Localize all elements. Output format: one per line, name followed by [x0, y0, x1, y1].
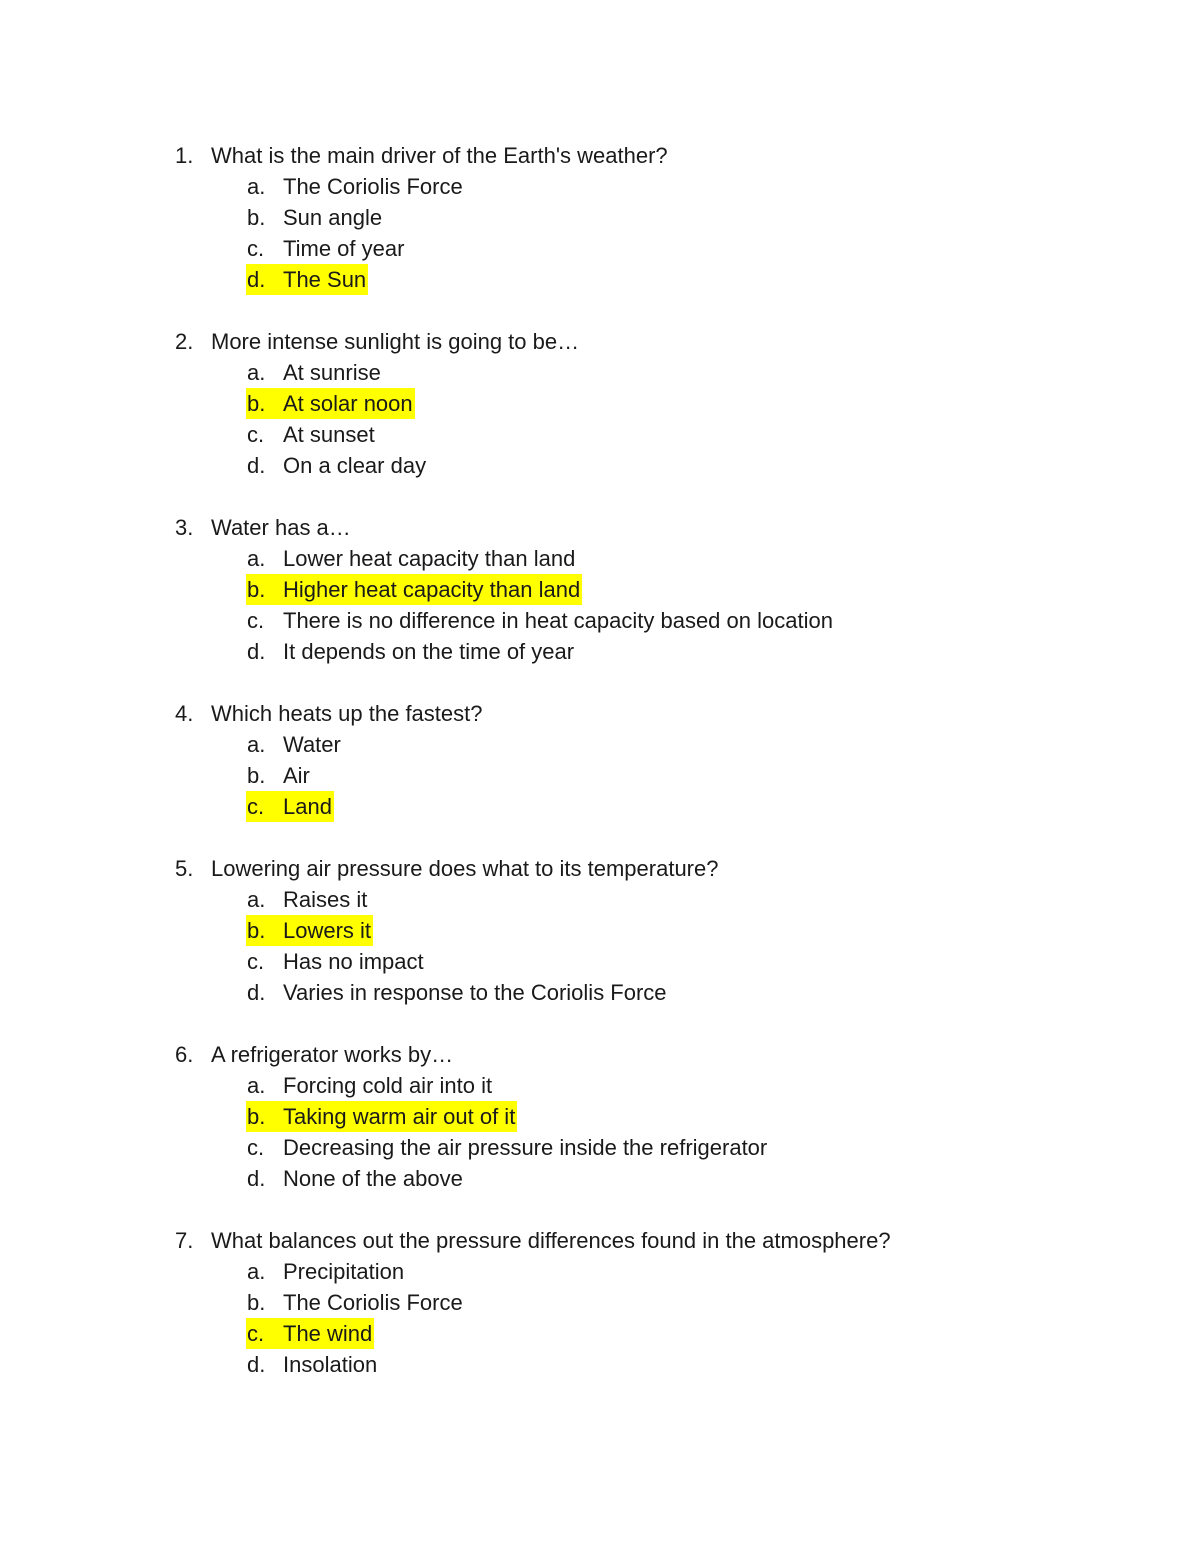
- option-letter: c.: [247, 1135, 265, 1160]
- answer-option-highlighted: [246, 574, 582, 605]
- answer-option-row: [0, 1256, 1200, 1287]
- answer-option: [246, 884, 369, 915]
- option-text: At solar noon: [283, 391, 413, 416]
- answer-option-highlighted: [246, 264, 368, 295]
- answer-option: [246, 233, 406, 264]
- option-letter: d.: [247, 980, 266, 1005]
- option-letter: c.: [247, 608, 265, 633]
- option-letter: c.: [247, 236, 265, 261]
- question-stem: [0, 853, 1200, 884]
- answer-option-row: [0, 915, 1200, 946]
- option-text: Sun angle: [283, 205, 383, 230]
- answer-option: [246, 419, 377, 450]
- answer-option: [246, 729, 343, 760]
- answer-option-row: [0, 1287, 1200, 1318]
- answer-option-row: [0, 1070, 1200, 1101]
- question-5: [0, 853, 1200, 1008]
- question-number: 6.: [175, 1042, 194, 1067]
- answer-option-row: [0, 543, 1200, 574]
- answer-option-row: [0, 884, 1200, 915]
- answer-option-row: [0, 233, 1200, 264]
- option-text: On a clear day: [283, 453, 427, 478]
- answer-option-highlighted: [246, 1101, 517, 1132]
- answer-option-row: [0, 1163, 1200, 1194]
- question-6: [0, 1039, 1200, 1194]
- question-stem: [0, 1225, 1200, 1256]
- option-text: Varies in response to the Coriolis Force: [283, 980, 667, 1005]
- answer-option: [246, 1287, 465, 1318]
- answer-option-highlighted: [246, 915, 373, 946]
- answer-option: [246, 202, 384, 233]
- option-text: Water: [283, 732, 341, 757]
- option-text: Land: [283, 794, 332, 819]
- option-letter: a.: [247, 1073, 266, 1098]
- answer-option-row: [0, 264, 1200, 295]
- question-number: 2.: [175, 329, 194, 354]
- option-text: The Coriolis Force: [283, 1290, 463, 1315]
- question-1: [0, 140, 1200, 295]
- answer-option-row: [0, 605, 1200, 636]
- answer-option-row: [0, 729, 1200, 760]
- option-text: At sunset: [283, 422, 375, 447]
- question-7: [0, 1225, 1200, 1380]
- answer-option-highlighted: [246, 791, 334, 822]
- question-stem: [0, 512, 1200, 543]
- answer-option-highlighted: [246, 1318, 374, 1349]
- question-list: [0, 140, 1200, 1411]
- question-number: 7.: [175, 1228, 194, 1253]
- answer-option: [246, 1349, 379, 1380]
- question-number: 5.: [175, 856, 194, 881]
- answer-option-row: [0, 357, 1200, 388]
- option-text: Has no impact: [283, 949, 424, 974]
- question-text: What is the main driver of the Earth's weather?: [211, 143, 668, 168]
- answer-option: [246, 1132, 769, 1163]
- option-text: The Coriolis Force: [283, 174, 463, 199]
- answer-option: [246, 357, 383, 388]
- option-letter: b.: [247, 918, 266, 943]
- answer-option-row: [0, 450, 1200, 481]
- answer-option-row: [0, 760, 1200, 791]
- answer-option: [246, 171, 465, 202]
- question-text: What balances out the pressure differences found in the atmosphere?: [211, 1228, 891, 1253]
- answer-option-row: [0, 171, 1200, 202]
- option-letter: b.: [247, 763, 266, 788]
- option-text: Air: [283, 763, 310, 788]
- option-letter: a.: [247, 174, 266, 199]
- question-4: [0, 698, 1200, 822]
- option-letter: a.: [247, 360, 266, 385]
- option-text: At sunrise: [283, 360, 381, 385]
- option-letter: d.: [247, 1352, 266, 1377]
- answer-option-row: [0, 388, 1200, 419]
- option-text: Raises it: [283, 887, 368, 912]
- answer-option-row: [0, 1132, 1200, 1163]
- option-text: The wind: [283, 1321, 373, 1346]
- option-text: Time of year: [283, 236, 405, 261]
- answer-option: [246, 636, 576, 667]
- question-text: Water has a…: [211, 515, 351, 540]
- option-text: Decreasing the air pressure inside the refrigerator: [283, 1135, 768, 1160]
- answer-option-row: [0, 636, 1200, 667]
- option-text: None of the above: [283, 1166, 463, 1191]
- question-text: More intense sunlight is going to be…: [211, 329, 580, 354]
- option-letter: a.: [247, 732, 266, 757]
- option-letter: c.: [247, 949, 265, 974]
- answer-option: [246, 1163, 465, 1194]
- answer-option: [246, 977, 669, 1008]
- option-letter: b.: [247, 577, 266, 602]
- option-letter: d.: [247, 267, 266, 292]
- option-letter: d.: [247, 453, 266, 478]
- question-2: [0, 326, 1200, 481]
- option-text: The Sun: [283, 267, 367, 292]
- option-text: Taking warm air out of it: [283, 1104, 516, 1129]
- answer-option-row: [0, 1318, 1200, 1349]
- answer-option: [246, 1070, 494, 1101]
- option-text: Higher heat capacity than land: [283, 577, 581, 602]
- question-stem: [0, 326, 1200, 357]
- option-letter: c.: [247, 1321, 265, 1346]
- option-text: Insolation: [283, 1352, 378, 1377]
- option-letter: b.: [247, 1104, 266, 1129]
- question-text: A refrigerator works by…: [211, 1042, 454, 1067]
- option-letter: b.: [247, 205, 266, 230]
- option-letter: d.: [247, 639, 266, 664]
- question-stem: [0, 1039, 1200, 1070]
- question-text: Lowering air pressure does what to its temperature?: [211, 856, 719, 881]
- answer-option: [246, 760, 312, 791]
- option-text: Forcing cold air into it: [283, 1073, 493, 1098]
- answer-option-row: [0, 1349, 1200, 1380]
- answer-option: [246, 450, 428, 481]
- answer-option-row: [0, 791, 1200, 822]
- option-text: Lowers it: [283, 918, 372, 943]
- option-text: Precipitation: [283, 1259, 405, 1284]
- option-letter: a.: [247, 887, 266, 912]
- option-text: Lower heat capacity than land: [283, 546, 576, 571]
- question-3: [0, 512, 1200, 667]
- question-stem: [0, 140, 1200, 171]
- answer-option-row: [0, 946, 1200, 977]
- answer-option-highlighted: [246, 388, 415, 419]
- answer-option: [246, 1256, 406, 1287]
- option-letter: b.: [247, 391, 266, 416]
- answer-option-row: [0, 574, 1200, 605]
- question-text: Which heats up the fastest?: [211, 701, 483, 726]
- option-letter: b.: [247, 1290, 266, 1315]
- question-number: 4.: [175, 701, 194, 726]
- option-letter: c.: [247, 794, 265, 819]
- option-letter: c.: [247, 422, 265, 447]
- answer-option-row: [0, 977, 1200, 1008]
- question-number: 1.: [175, 143, 194, 168]
- answer-option: [246, 946, 426, 977]
- option-text: There is no difference in heat capacity based on location: [283, 608, 833, 633]
- option-letter: a.: [247, 546, 266, 571]
- question-stem: [0, 698, 1200, 729]
- answer-option: [246, 543, 577, 574]
- answer-option: [246, 605, 835, 636]
- answer-option-row: [0, 202, 1200, 233]
- option-letter: a.: [247, 1259, 266, 1284]
- question-number: 3.: [175, 515, 194, 540]
- answer-option-row: [0, 419, 1200, 450]
- answer-option-row: [0, 1101, 1200, 1132]
- option-text: It depends on the time of year: [283, 639, 575, 664]
- option-letter: d.: [247, 1166, 266, 1191]
